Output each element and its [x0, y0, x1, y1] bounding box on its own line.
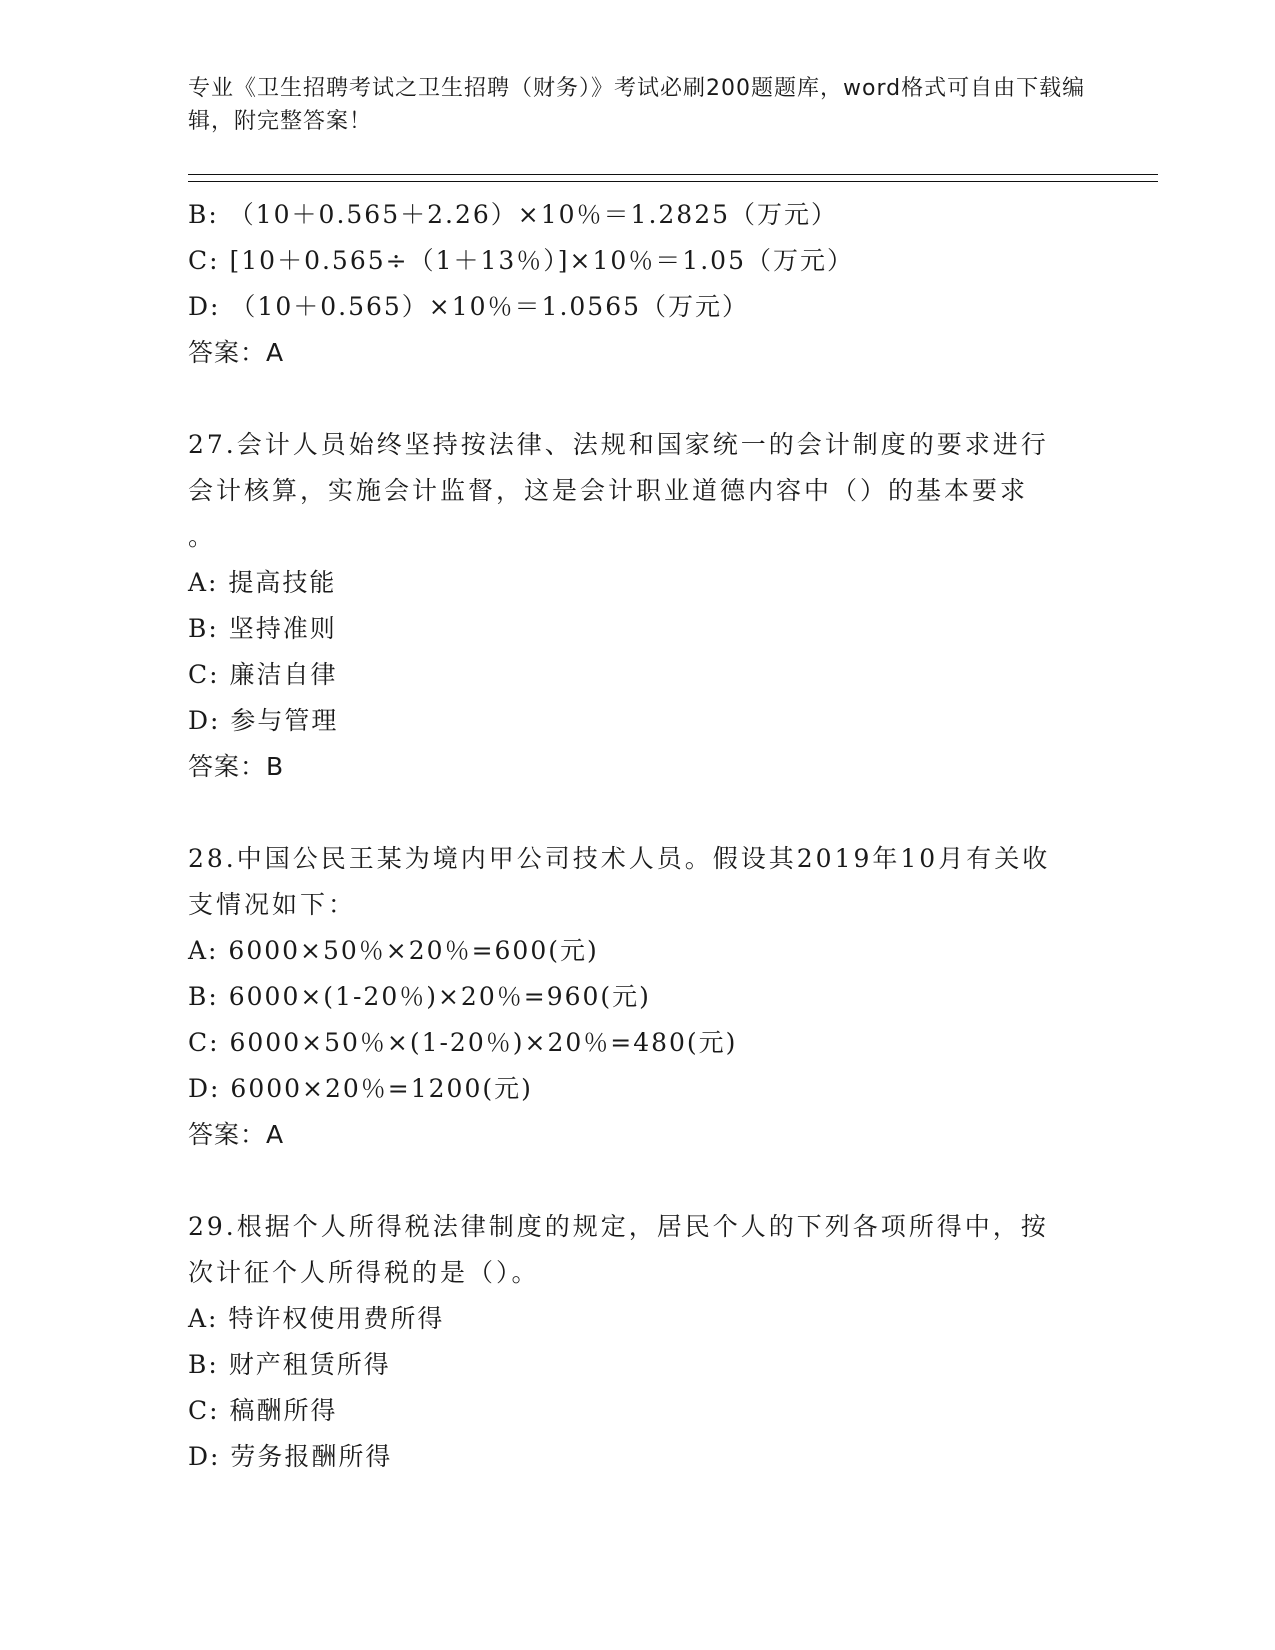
option-d: D: （10＋0.565）×10％＝1.0565（万元） [188, 292, 750, 321]
option-c: C: 6000×50％×(1-20％)×20％=480(元) [188, 1028, 738, 1057]
option-b: B: 财产租赁所得 [188, 1350, 391, 1379]
option-b: B: 6000×(1-20％)×20％=960(元) [188, 982, 651, 1011]
header-rule-top [188, 174, 1158, 175]
question-27 [188, 422, 1068, 790]
question-stem-line: 。 [188, 522, 217, 551]
spacer [188, 376, 1068, 422]
option-c: C: 廉洁自律 [188, 660, 338, 689]
option-a: A: 特许权使用费所得 [188, 1304, 445, 1333]
spacer [188, 790, 1068, 836]
question-stem-line: 会计核算，实施会计监督，这是会计职业道德内容中（）的基本要求 [188, 476, 1029, 505]
question-stem-line: 29.根据个人所得税法律制度的规定，居民个人的下列各项所得中，按 [188, 1212, 1049, 1241]
spacer [188, 1158, 1068, 1204]
answer-label: 答案：B [188, 752, 285, 781]
question-stem-line: 28.中国公民王某为境内甲公司技术人员。假设其2019年10月有关收 [188, 844, 1051, 873]
option-b: B: 坚持准则 [188, 614, 337, 643]
question-29 [188, 1204, 1068, 1480]
header-rule-bottom [188, 181, 1158, 182]
answer-label: 答案：A [188, 338, 285, 367]
option-a: A: 提高技能 [188, 568, 337, 597]
option-b: B: （10＋0.565＋2.26）×10％＝1.2825（万元） [188, 200, 839, 229]
option-c: C: 稿酬所得 [188, 1396, 338, 1425]
option-a: A: 6000×50％×20％=600(元) [188, 936, 599, 965]
question-26-tail [188, 192, 1068, 376]
question-stem-line: 支情况如下： [188, 890, 357, 919]
option-d: D: 6000×20％=1200(元) [188, 1074, 533, 1103]
question-28 [188, 836, 1068, 1158]
document-header: 专业《卫生招聘考试之卫生招聘（财务）》考试必刷200题题库，word格式可自由下载编辑，附完整答案！ [188, 76, 1086, 134]
option-c: C: [10＋0.565÷（1＋13％）]×10％＝1.05（万元） [188, 246, 854, 275]
question-stem-line: 次计征个人所得税的是（）。 [188, 1258, 540, 1287]
question-content [188, 192, 1068, 1480]
question-stem-line: 27.会计人员始终坚持按法律、法规和国家统一的会计制度的要求进行 [188, 430, 1049, 459]
option-d: D: 参与管理 [188, 706, 339, 735]
option-d: D: 劳务报酬所得 [188, 1442, 393, 1471]
answer-label: 答案：A [188, 1120, 285, 1149]
